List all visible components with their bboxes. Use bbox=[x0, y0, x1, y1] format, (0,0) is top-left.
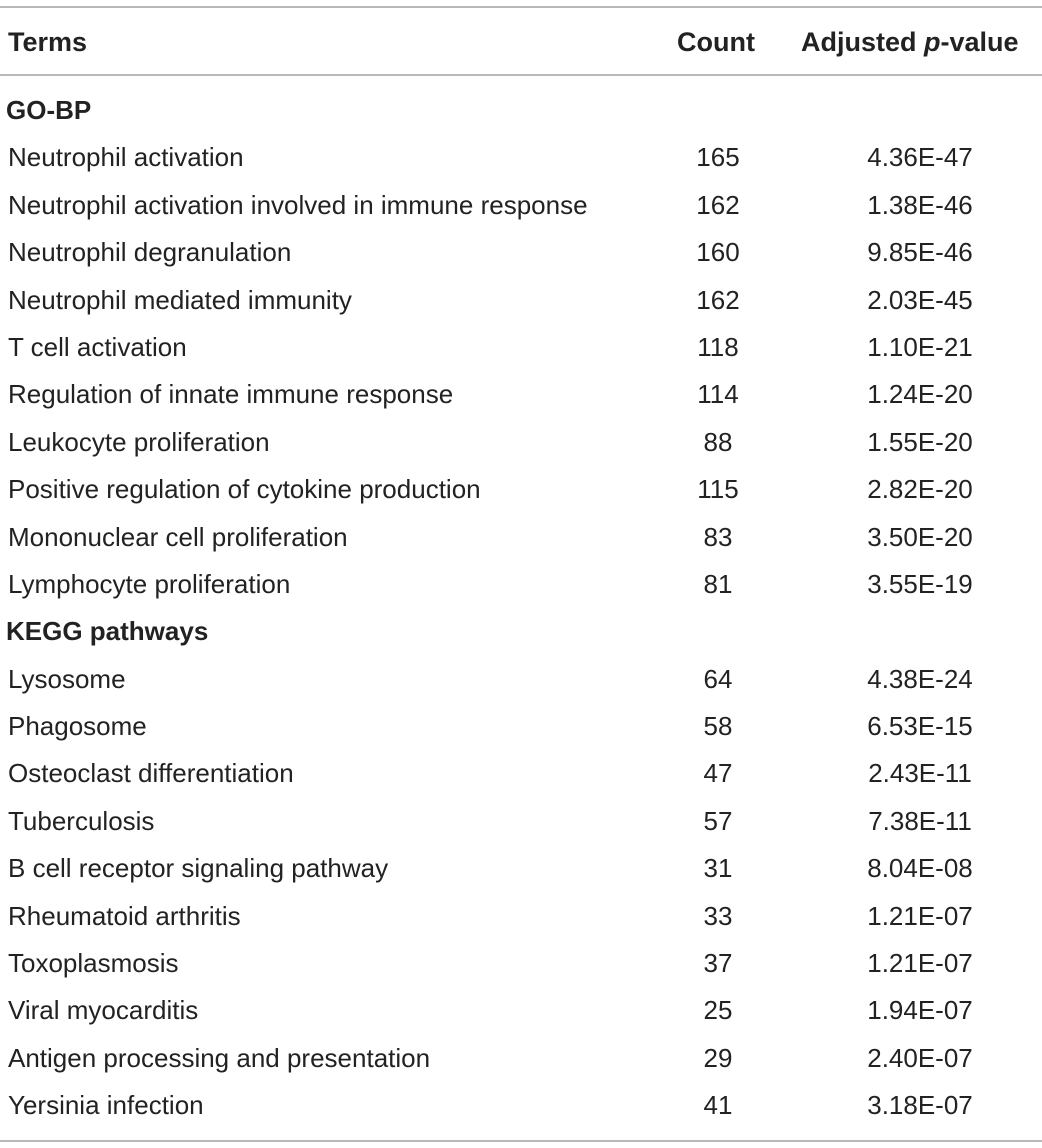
count-cell: 162 bbox=[696, 284, 740, 315]
table-row bbox=[0, 514, 1042, 561]
table-row bbox=[0, 798, 1042, 845]
table-row bbox=[0, 466, 1042, 513]
adjusted-p-value-cell: 7.38E-11 bbox=[868, 805, 972, 836]
table-row bbox=[0, 845, 1042, 892]
top-rule bbox=[0, 6, 1042, 8]
table-row bbox=[0, 940, 1042, 987]
count-cell: 57 bbox=[703, 805, 733, 836]
term-cell: Positive regulation of cytokine production bbox=[8, 474, 481, 505]
term-cell: Viral myocarditis bbox=[8, 995, 199, 1026]
count-cell: 88 bbox=[703, 426, 733, 457]
table-header bbox=[0, 20, 1042, 64]
adjusted-p-value-cell: 3.50E-20 bbox=[867, 521, 973, 552]
term-cell: Toxoplasmosis bbox=[8, 948, 179, 979]
header-p-italic: p bbox=[924, 27, 941, 57]
count-cell: 37 bbox=[703, 948, 733, 979]
header-terms: Terms bbox=[8, 27, 88, 57]
term-cell: B cell receptor signaling pathway bbox=[8, 853, 389, 884]
adjusted-p-value-cell: 1.55E-20 bbox=[867, 426, 973, 457]
adjusted-p-value-cell: 9.85E-46 bbox=[867, 237, 973, 268]
section-header-row bbox=[0, 608, 1042, 655]
count-cell: 64 bbox=[703, 663, 733, 694]
adjusted-p-value-cell: 4.38E-24 bbox=[867, 663, 973, 694]
count-cell: 58 bbox=[703, 711, 733, 742]
header-count: Count bbox=[677, 27, 755, 57]
table-row bbox=[0, 324, 1042, 371]
term-cell: Tuberculosis bbox=[8, 805, 155, 836]
count-cell: 29 bbox=[703, 1042, 733, 1073]
table-row bbox=[0, 703, 1042, 750]
section-title: KEGG pathways bbox=[6, 616, 209, 647]
table-row bbox=[0, 987, 1042, 1034]
count-cell: 81 bbox=[703, 568, 733, 599]
adjusted-p-value-cell: 1.21E-07 bbox=[867, 900, 973, 931]
adjusted-p-value-cell: 1.38E-46 bbox=[867, 189, 973, 220]
table-row bbox=[0, 371, 1042, 418]
section-title: GO-BP bbox=[6, 95, 92, 125]
count-cell: 160 bbox=[696, 237, 740, 268]
count-cell: 118 bbox=[697, 331, 739, 362]
adjusted-p-value-cell: 8.04E-08 bbox=[867, 853, 973, 884]
term-cell: Neutrophil activation involved in immune response bbox=[8, 189, 588, 220]
count-cell: 115 bbox=[697, 474, 739, 505]
count-cell: 162 bbox=[696, 189, 740, 220]
count-cell: 47 bbox=[703, 758, 733, 789]
term-cell: Rheumatoid arthritis bbox=[8, 900, 241, 931]
table-row bbox=[0, 1035, 1042, 1082]
term-cell: Lymphocyte proliferation bbox=[8, 568, 291, 599]
header-adjusted-prefix: Adjusted bbox=[801, 27, 925, 57]
term-cell: Yersinia infection bbox=[8, 1090, 204, 1121]
term-cell: Osteoclast differentiation bbox=[8, 758, 294, 789]
adjusted-p-value-cell: 2.03E-45 bbox=[867, 284, 973, 315]
table-row bbox=[0, 893, 1042, 940]
term-cell: Leukocyte proliferation bbox=[8, 426, 270, 457]
term-cell: Mononuclear cell proliferation bbox=[8, 521, 348, 552]
adjusted-p-value-cell: 2.40E-07 bbox=[867, 1042, 973, 1073]
table-row bbox=[0, 656, 1042, 703]
adjusted-p-value-cell: 1.10E-21 bbox=[867, 331, 973, 362]
adjusted-p-value-cell: 1.94E-07 bbox=[867, 995, 973, 1026]
table-body bbox=[0, 87, 1042, 1130]
adjusted-p-value-cell: 2.82E-20 bbox=[867, 474, 973, 505]
section-header-row bbox=[0, 87, 1042, 134]
table-row bbox=[0, 229, 1042, 276]
count-cell: 83 bbox=[703, 521, 733, 552]
count-cell: 41 bbox=[703, 1090, 733, 1121]
term-cell: Regulation of innate immune response bbox=[8, 379, 454, 410]
adjusted-p-value-cell: 1.24E-20 bbox=[867, 379, 973, 410]
term-cell: Antigen processing and presentation bbox=[8, 1042, 431, 1073]
table-row bbox=[0, 277, 1042, 324]
count-cell: 25 bbox=[703, 995, 733, 1026]
term-cell: Neutrophil degranulation bbox=[8, 237, 292, 268]
term-cell: T cell activation bbox=[8, 331, 187, 362]
count-cell: 114 bbox=[697, 379, 739, 410]
header-adjusted-p-value bbox=[801, 20, 1019, 64]
adjusted-p-value-cell: 3.18E-07 bbox=[867, 1090, 973, 1121]
table-row bbox=[0, 561, 1042, 608]
table-row bbox=[0, 419, 1042, 466]
table-row bbox=[0, 182, 1042, 229]
table-row bbox=[0, 134, 1042, 181]
term-cell: Phagosome bbox=[8, 711, 147, 742]
bottom-rule bbox=[0, 1140, 1042, 1142]
header-adjusted-suffix: -value bbox=[940, 27, 1019, 57]
term-cell: Lysosome bbox=[8, 663, 126, 694]
adjusted-p-value-cell: 2.43E-11 bbox=[868, 758, 972, 789]
count-cell: 165 bbox=[696, 142, 740, 173]
term-cell: Neutrophil mediated immunity bbox=[8, 284, 352, 315]
table-row bbox=[0, 750, 1042, 797]
count-cell: 31 bbox=[703, 853, 733, 884]
adjusted-p-value-cell: 3.55E-19 bbox=[867, 568, 973, 599]
term-cell: Neutrophil activation bbox=[8, 142, 244, 173]
table-row bbox=[0, 1082, 1042, 1129]
adjusted-p-value-cell: 1.21E-07 bbox=[867, 948, 973, 979]
header-rule bbox=[0, 74, 1042, 76]
count-cell: 33 bbox=[703, 900, 733, 931]
adjusted-p-value-cell: 6.53E-15 bbox=[867, 711, 973, 742]
adjusted-p-value-cell: 4.36E-47 bbox=[867, 142, 973, 173]
